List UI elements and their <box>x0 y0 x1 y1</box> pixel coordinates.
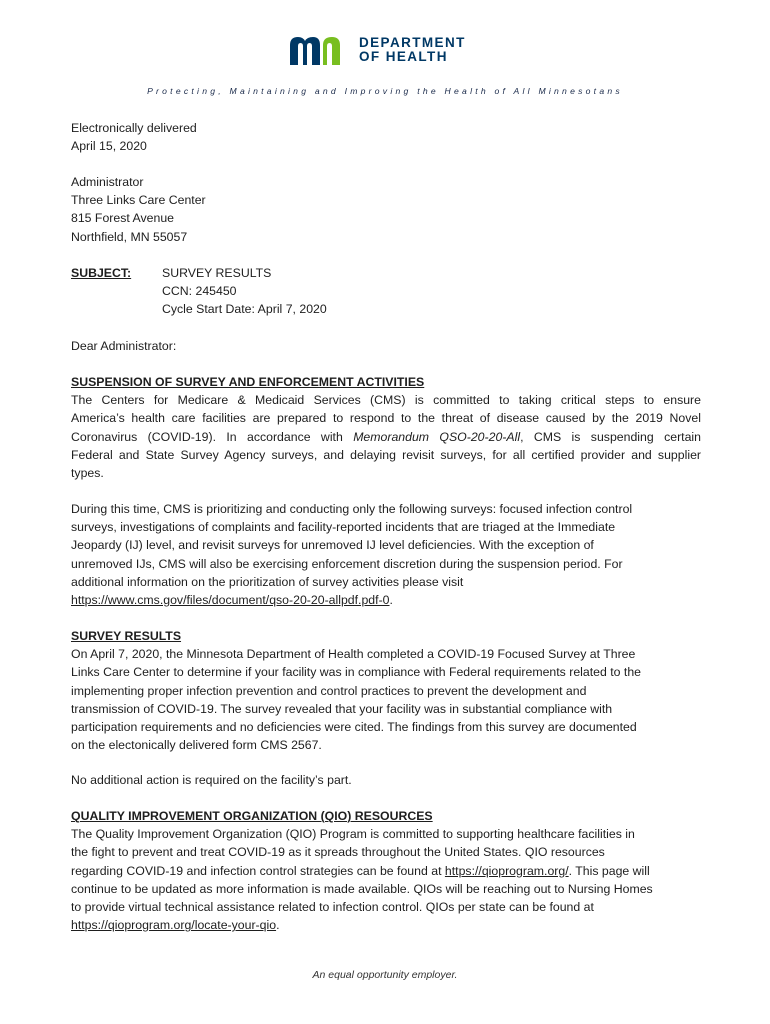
recipient-city: Northfield, MN 55057 <box>71 229 188 244</box>
text-run: regarding COVID-19 and infection control strategies can be found at <box>71 863 445 878</box>
cms-memo-link[interactable]: https://www.cms.gov/files/document/qso-20-20-allpdf.pdf-0 <box>71 593 390 608</box>
paragraph-line: During this time, CMS is prioritizing and conducting only the following surveys: focused infection control <box>71 502 633 516</box>
qio-program-link[interactable]: https://qioprogram.org/ <box>444 863 569 878</box>
paragraph-line: The Centers for Medicare & Medicaid Services (CMS) is committed to taking critical steps to ensure <box>71 393 701 408</box>
org-name-line1: DEPARTMENT <box>359 35 466 50</box>
section-heading: SUSPENSION OF SURVEY AND ENFORCEMENT ACTIVITIES <box>71 375 425 389</box>
paragraph-line: The Quality Improvement Organization (QIO) Program is committed to supporting healthcare facilities in <box>71 827 635 842</box>
paragraph-line: Links Care Center to determine if your facility was in compliance with Federal requirements related to the <box>71 665 642 680</box>
paragraph-line: No additional action is required on the facility’s part. <box>71 773 352 787</box>
recipient-address <box>71 173 701 246</box>
text-run: Coronavirus (COVID-19). In accordance with <box>71 429 354 444</box>
text-run: . This page will <box>568 863 650 878</box>
paragraph-line: implementing proper infection prevention and control practices to prevent the development and <box>71 683 587 698</box>
paragraph-line: continue to be updated as more information is made available. QIOs will be reaching out to Nursing Homes <box>71 881 653 896</box>
subject-label: SUBJECT: <box>71 266 132 280</box>
subject-lines <box>162 264 327 319</box>
paragraph-line: Federal and State Survey Agency surveys, and delaying revisit surveys, for all certified provider and supplier <box>71 447 701 462</box>
recipient-title: Administrator <box>71 175 144 189</box>
paragraph-line: unremoved IJs, CMS will also be exercising enforcement discretion during the suspension period. For <box>71 556 623 571</box>
letter-date: April 15, 2020 <box>71 139 147 154</box>
paragraph-line <box>71 428 701 446</box>
text-run: . <box>276 918 280 933</box>
paragraph-prioritization <box>71 500 701 609</box>
footer-eoe: An equal opportunity employer. <box>312 969 458 981</box>
paragraph-line: types. <box>71 466 104 481</box>
mdh-logo <box>290 32 466 68</box>
text-run: , CMS is suspending certain <box>520 429 701 444</box>
section-heading: QUALITY IMPROVEMENT ORGANIZATION (QIO) RESOURCES <box>71 809 433 823</box>
paragraph-no-action <box>71 771 701 789</box>
paragraph-line: America’s health care facilities are prepared to respond to the threat of disease caused by the 2019 Novel <box>71 411 701 426</box>
paragraph-line: to provide virtual technical assistance related to infection control. QIOs per state can be found at <box>71 900 594 915</box>
section-survey-results <box>71 627 701 754</box>
paragraph-line: surveys, investigations of complaints and facility-reported incidents that are triaged at the Immediate <box>71 520 616 535</box>
paragraph-line: on the electonically delivered form CMS 2567. <box>71 738 322 753</box>
section-qio <box>71 807 701 934</box>
recipient-street: 815 Forest Avenue <box>71 211 175 226</box>
paragraph-line: On April 7, 2020, the Minnesota Department of Health completed a COVID-19 Focused Survey at Three <box>71 647 636 662</box>
salutation-text: Dear Administrator: <box>71 339 177 353</box>
paragraph-line: transmission of COVID-19. The survey revealed that your facility was in substantial compliance with <box>71 701 613 716</box>
org-name <box>359 36 466 64</box>
paragraph-line: participation requirements and no deficiencies were cited. The findings from this survey are documented <box>71 720 637 735</box>
org-name-line2: OF HEALTH <box>359 49 448 64</box>
salutation <box>71 337 701 355</box>
mn-logo-icon <box>290 35 352 65</box>
paragraph-line <box>71 862 701 880</box>
subject-line: SURVEY RESULTS <box>162 266 272 280</box>
delivery-method: Electronically delivered <box>71 121 197 135</box>
tagline: Protecting, Maintaining and Improving the Health of All Minnesotans <box>147 86 623 96</box>
section-suspension <box>71 373 701 482</box>
qio-locate-link[interactable]: https://qioprogram.org/locate-your-qio <box>71 918 277 933</box>
recipient-facility: Three Links Care Center <box>71 193 206 208</box>
paragraph-line <box>71 591 701 609</box>
paragraph-line: the fight to prevent and treat COVID-19 as it spreads throughout the United States. QIO resources <box>71 845 605 860</box>
memorandum-ref: Memorandum QSO-20-20-All <box>353 429 521 444</box>
paragraph-line: Jeopardy (IJ) level, and revisit surveys for unremoved IJ level deficiencies. With the exception of <box>71 538 594 553</box>
subject-line: CCN: 245450 <box>162 284 237 299</box>
text-run: . <box>389 593 393 608</box>
section-heading: SURVEY RESULTS <box>71 629 182 643</box>
paragraph-line <box>71 916 701 934</box>
subject-line: Cycle Start Date: April 7, 2020 <box>162 302 327 317</box>
paragraph-line: additional information on the prioritization of survey activities please visit <box>71 574 464 589</box>
delivery-block <box>71 119 701 155</box>
